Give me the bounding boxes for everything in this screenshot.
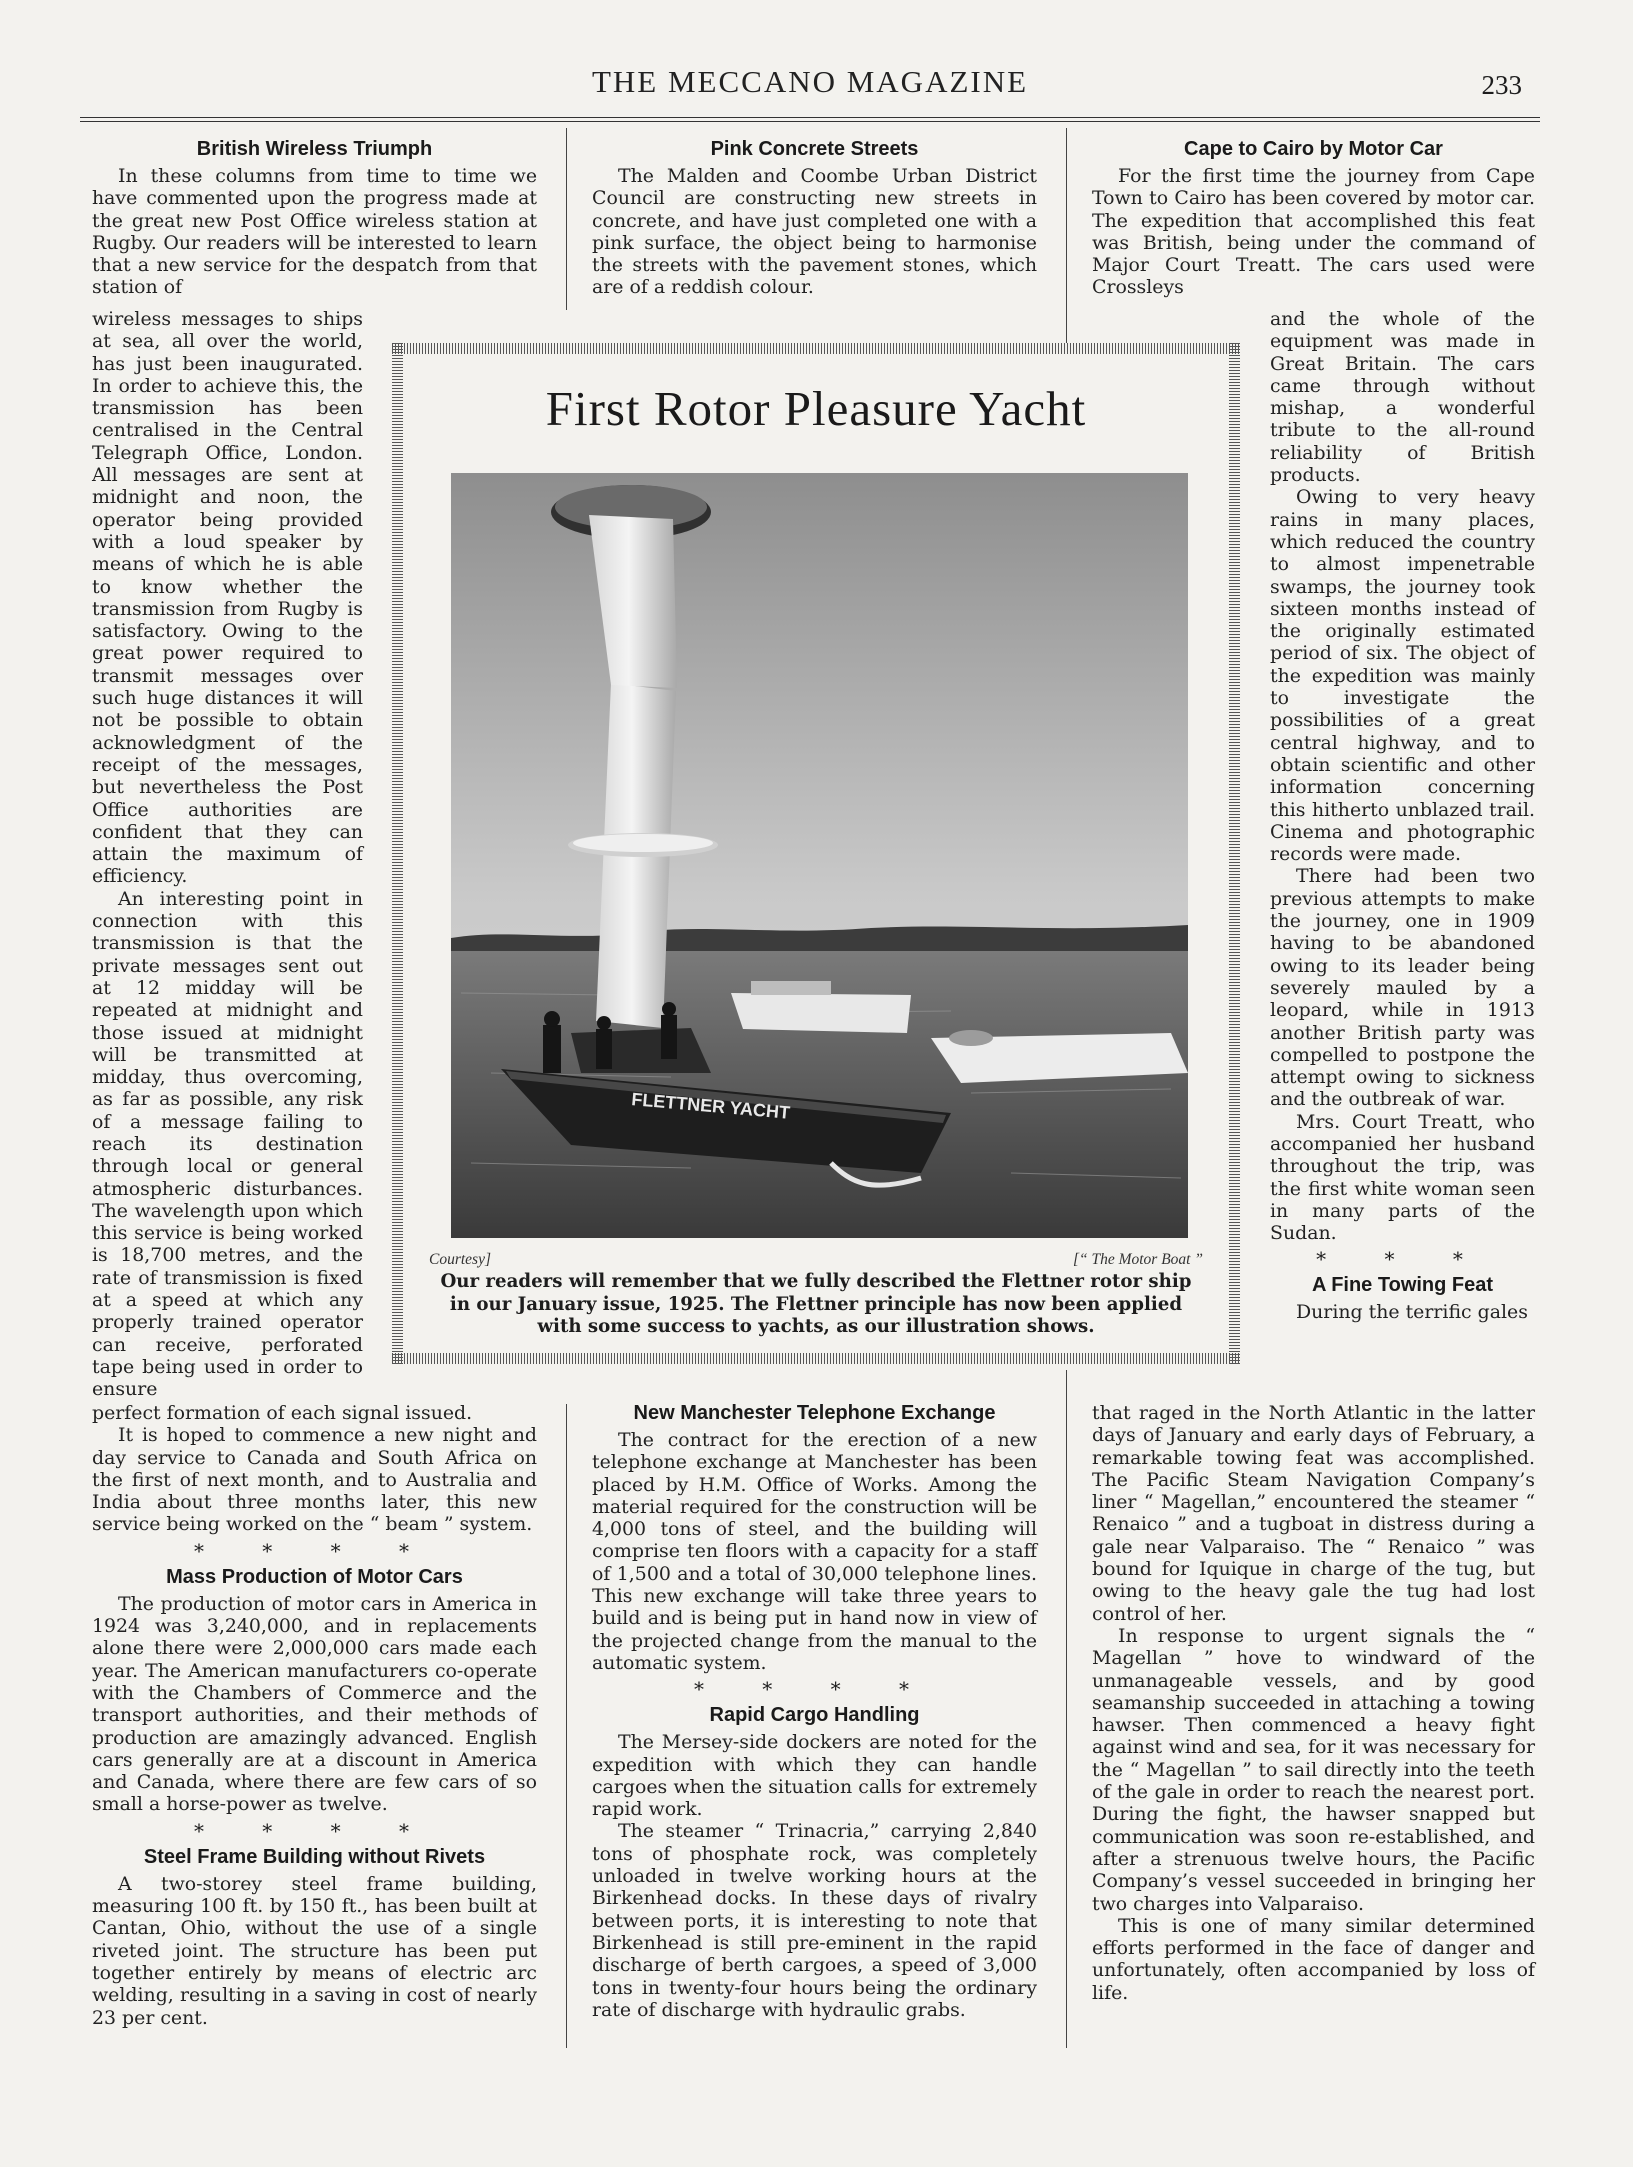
decorative-border: [392, 343, 403, 1364]
article-text: and the whole of the equipment was made in Great Britain. The cars came through without mishap, a wonderful tribute to the all-round reliability of British products.: [1270, 308, 1535, 487]
headline-british-wireless: British Wireless Triumph: [196, 138, 433, 160]
article-text: An interesting point in connection with this transmission is that the private messages sent out at 12 midday will be repeated at midnight and those issued at midnight will be transmitted at midday, thus overcoming, as far as possible, any risk of a message failing to reach its destination through local or general atmospheric disturbances. The wavelength upon which this service is being worked is 18,700 metres, and the rate of transmission is fixed at a speed at which any properly trained operator can receive, perforated tape being used in order to ensure: [92, 887, 363, 1401]
article-text: The Malden and Coombe Urban District Council are constructing new streets in concrete, and have just completed one with a pink surface, the object being to harmonise the streets with the pavement stones, which are of a reddish colour.: [592, 165, 1037, 299]
article-text: wireless messages to ships at sea, all over the world, has just been inaugurated. In order to achieve this, the transmission has been centralised in the Central Telegraph Office, London. All messages are sent at midnight and noon, the operator being provided with a loud speaker by means of which he is able to know whether the transmission from Rugby is satisfactory. Owing to the great power required to transmit messages over such huge distances it will not be possible to obtain acknowledgment of the receipt of the messages, but nevertheless the Post Office authorities are confident that they can attain the maximum of efficiency.: [92, 308, 363, 888]
column-middle-upper: [592, 138, 1037, 299]
column-left-lower: [92, 1402, 537, 2029]
column-right-narrow: [1270, 308, 1535, 1324]
headline-rapid-cargo: Rapid Cargo Handling: [709, 1704, 920, 1727]
headline-mass-production: Mass Production of Motor Cars: [166, 1565, 463, 1588]
article-text: A two-storey steel frame building, measuring 100 ft. by 150 ft., has been built at Cantan, Ohio, without the use of a single riveted joint. The structure has been put together entirely by means of electric arc welding, resulting in a saving in cost of nearly 23 per cent.: [92, 1872, 537, 2029]
decorative-border: [392, 1353, 1240, 1364]
column-rule: [1066, 1370, 1067, 2048]
article-text: The production of motor cars in America in 1924 was 3,240,000, and in replacements alone there were 2,000,000 cars made each year. The American manufacturers co-operate with the Chambers of Commerce and the transport authorities, and their methods of production are amazingly advanced. English cars generally are at a discount in America and Canada, where there are few cars of so small a horse-power as twelve.: [92, 1592, 537, 1816]
column-left: [92, 138, 537, 299]
article-text: It is hoped to commence a new night and day service to Canada and South Africa on the first of next month, and to Australia and India about three months later, this new service being worked on the “ beam ” system.: [92, 1424, 537, 1536]
column-right-upper: [1092, 138, 1535, 299]
column-rule: [1066, 128, 1067, 343]
headline-steel-frame: Steel Frame Building without Rivets: [143, 1845, 486, 1868]
decorative-border: [392, 343, 1240, 354]
headline-pink-concrete: Pink Concrete Streets: [710, 138, 919, 160]
headline-towing-feat: A Fine Towing Feat: [1311, 1274, 1494, 1297]
yacht-photo: [451, 473, 1188, 1238]
page-header: [80, 64, 1540, 110]
header-rule-2: [80, 121, 1540, 122]
article-text: that raged in the North Atlantic in the latter days of January and early days of February, a remarkable towing feat was accomplished. The Pacific Steam Navigation Company’s liner “ Magellan,” encountered the steamer “ Renaico ” and a tugboat in distress during a gale near Valparaiso. The “ Renaico ” was bound for Iquique in charge of the tug, but owing to the heavy gale the tug had lost control of her.: [1092, 1402, 1535, 1625]
page-number: 233: [1481, 70, 1522, 100]
photo-caption: Our readers will remember that we fully described the Flettner rotor ship in our January issue, 1925. The Flettner principle has now been applied with some success to yachts, as our illustration shows.: [440, 1271, 1192, 1337]
photo-credit-right: [“ The Motor Boat ”: [1072, 1251, 1203, 1268]
yacht-photo-illustration: [451, 473, 1188, 1238]
article-text: The Mersey-side dockers are noted for the expedition with which they can handle cargoes when the situation calls for extremely rapid work.: [592, 1731, 1037, 1821]
column-rule: [566, 1404, 567, 2048]
article-text: The contract for the erection of a new telephone exchange at Manchester has been placed by H.M. Office of Works. Among the material required for the construction will be 4,000 tons of steel, and the building will comprise ten floors with a capacity for a staff of 1,500 and a total of 30,000 telephone lines. This new exchange will take three years to build and is being put in hand now in view of the projected change from the manual to the automatic system.: [592, 1429, 1037, 1674]
feature-box: [392, 343, 1240, 1364]
article-text: This is one of many similar determined efforts performed in the face of danger and unfortunately, often accompanied by loss of life.: [1092, 1914, 1535, 2004]
photo-credit-left: Courtesy]: [429, 1251, 491, 1268]
feature-title: First Rotor Pleasure Yacht: [545, 381, 1087, 436]
article-text: In these columns from time to time we have commented upon the progress made at the great new Post Office wireless station at Rugby. Our readers will be interested to learn that a new service for the despatch from that station of: [92, 165, 537, 299]
magazine-title: THE MECCANO MAGAZINE: [591, 64, 1029, 99]
section-divider: * * *: [1316, 1247, 1489, 1272]
column-right-lower: [1092, 1402, 1535, 2004]
article-text: Mrs. Court Treatt, who accompanied her husband throughout the trip, was the first white woman seen in many parts of the Sudan.: [1270, 1110, 1535, 1245]
article-text: During the terrific gales: [1296, 1301, 1528, 1324]
article-text: In response to urgent signals the “ Magellan ” hove to windward of the unmanageable vessels, and by good seamanship succeeded in attaching a towing hawser. Then commenced a heavy fight against wind and sea, for it was necessary for the “ Magellan ” to sail directly into the teeth of the gale in order to reach the nearest port. During the fight, the hawser snapped but communication was soon re-established, and after a strenuous twelve hours, the Pacific Company’s vessel succeeded in bringing her two charges into Valparaiso.: [1092, 1624, 1535, 1915]
column-rule: [566, 128, 567, 310]
headline-cape-to-cairo: Cape to Cairo by Motor Car: [1184, 138, 1443, 160]
article-text: There had been two previous attempts to make the journey, one in 1909 having to be abandoned owing to its leader being severely mauled by a leopard, while in 1913 another British party was compelled to postpone the attempt owing to sickness and the outbreak of war.: [1270, 865, 1535, 1111]
article-text: perfect formation of each signal issued.: [92, 1402, 473, 1424]
article-text: The steamer “ Trinacria,” carrying 2,840 tons of phosphate rock, was completely unloaded in twelve working hours at the Birkenhead docks. In these days of rivalry between ports, it is interesting to note that Birkenhead is still pre-eminent in the rapid discharge of berth cargoes, a speed of 3,000 tons in twenty-four hours being the ordinary rate of discharge with hydraulic grabs.: [592, 1820, 1037, 2021]
decorative-border: [1229, 343, 1240, 1364]
header-rule: [80, 117, 1540, 118]
column-middle-lower: [592, 1402, 1037, 2021]
article-text: For the first time the journey from Cape Town to Cairo has been covered by motor car. The expedition that accomplished this feat was British, being under the command of Major Court Treatt. The cars used were Crossleys: [1092, 165, 1535, 299]
section-divider: * * * *: [193, 1538, 436, 1563]
section-divider: * * * *: [193, 1818, 436, 1843]
section-divider: * * * *: [693, 1677, 936, 1702]
boat-name-label: FLETTNER YACHT: [630, 1089, 791, 1123]
headline-telephone-exchange: New Manchester Telephone Exchange: [633, 1402, 996, 1424]
column-left-narrow: [92, 308, 363, 1401]
article-text: Owing to very heavy rains in many places, which reduced the country to almost impenetrable swamps, the journey took sixteen months instead of the originally estimated period of six. The object of the expedition was mainly to investigate the possibilities of a great central highway, and to obtain scientific and other information concerning this hitherto unblazed trail. Cinema and photographic records were made.: [1270, 486, 1535, 866]
